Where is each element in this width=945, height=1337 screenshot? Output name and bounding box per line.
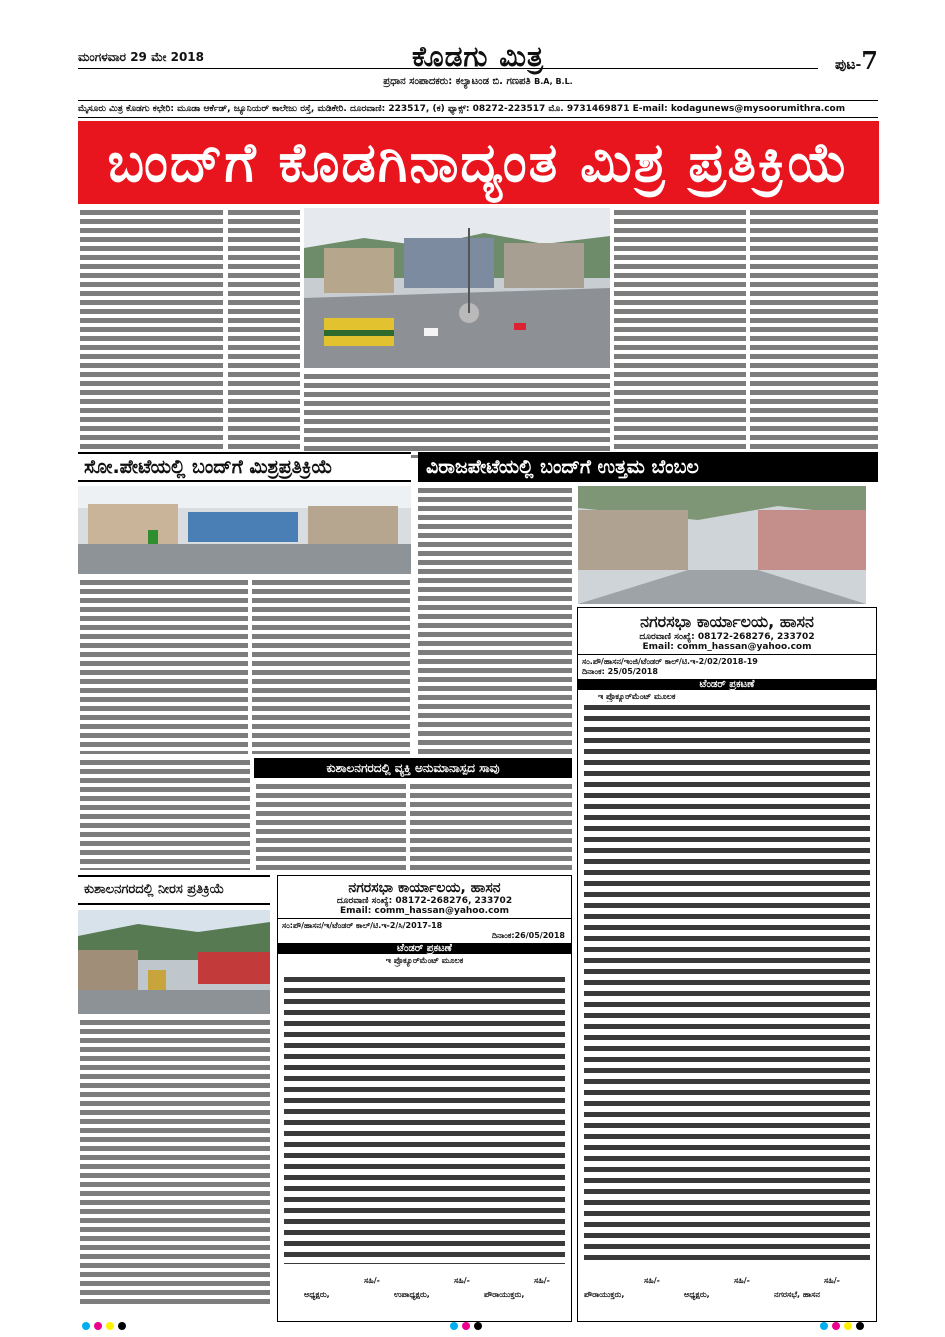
main-headline: ಬಂದ್‌ಗೆ ಕೊಡಗಿನಾದ್ಯಂತ ಮಿಶ್ರ ಪ್ರತಿಕ್ರಿಯೆ — [78, 121, 879, 204]
tender-bar: ಟೆಂಡರ್ ಪ್ರಕಟಣೆ — [578, 679, 876, 690]
article-body-col5 — [750, 208, 878, 458]
page-label: ಪುಟ- — [834, 57, 862, 73]
signature-1: ಸಹಿ/- — [644, 1276, 660, 1285]
registration-dot-cyan-2 — [450, 1322, 458, 1330]
somwarpet-photo — [78, 486, 411, 574]
signature-3: ಸಹಿ/- — [824, 1276, 840, 1285]
small-official-2: ಉಪಾಧ್ಯಕ್ಷರು, — [394, 1290, 430, 1299]
notice-ref: ಸಂ.ಪೌ/ಹಾಸನ/ಇಂಜಿ/ಟೆಂಡರ್ ಕಾಲ್/ಟಿ.ಇ-2/02/2018-19 — [578, 654, 876, 667]
registration-dot-cyan — [82, 1322, 90, 1330]
notice-date: ದಿನಾಂಕ: 25/05/2018 — [582, 667, 658, 676]
article-body-col2 — [228, 208, 300, 458]
notice-office: ನಗರಸಭಾ ಕಾರ್ಯಾಲಯ, ಹಾಸನ — [640, 612, 814, 631]
editor-line — [328, 76, 628, 87]
small-official-3: ಪೌರಾಯುಕ್ತರು, — [484, 1290, 525, 1299]
somwarpet-body-col1 — [80, 578, 248, 754]
registration-dot-black — [118, 1322, 126, 1330]
kushalnagar-headline: ಕುಶಾಲನಗರದಲ್ಲಿ ನೀರಸ ಪ್ರತಿಕ್ರಿಯೆ — [78, 875, 270, 905]
virajpet-body — [418, 486, 572, 756]
registration-dot-magenta — [94, 1322, 102, 1330]
signature-2: ಸಹಿ/- — [734, 1276, 750, 1285]
virajpet-headline: ವಿರಾಜಪೇಟೆಯಲ್ಲಿ ಬಂದ್‌ಗೆ ಉತ್ತಮ ಬೆಂಬಲ — [418, 452, 878, 482]
notice-signatures — [584, 1276, 870, 1316]
small-notice-signatures — [284, 1276, 565, 1316]
small-notice-sub: ಇ ಪ್ರೊಕ್ಯೂರ್‌ಮೆಂಟ್ ಮೂಲಕ — [385, 956, 464, 965]
contact-strip: ಮೈಸೂರು ಮಿತ್ರ ಕೊಡಗು ಕಛೇರಿ: ಮೂಡಾ ಆರ್ಕೆಡ್, ಜ್ಯೂನಿಯರ್ ಕಾಲೇಜು ರಸ್ತೆ, ಮಡಿಕೇರಿ. ದೂರವಾಣಿ: 223517, (ಕ) ಫ್ಯಾಕ್ಸ್: 08272-223517 ಮೊ. 9731469871 E-mail: kodagunews@mysoorumithra.com — [78, 100, 878, 118]
small-notice-phone: ದೂರವಾಣಿ ಸಂಖ್ಯೆ: 08172-268276, 233702 — [336, 896, 513, 906]
editor-degree: B.A, B.L. — [534, 77, 573, 86]
small-notice-email: Email: comm_hassan@yahoo.com — [340, 906, 509, 916]
small-signature-1: ಸಹಿ/- — [364, 1276, 380, 1285]
kushalnagar-photo — [78, 910, 270, 1014]
issue-date: ಮಂಗಳವಾರ 29 ಮೇ 2018 — [78, 50, 205, 64]
tender-notice-small — [277, 875, 572, 1322]
article-body-col4 — [614, 208, 746, 458]
official-2: ಅಧ್ಯಕ್ಷರು, — [684, 1290, 710, 1299]
official-3: ನಗರಸಭೆ, ಹಾಸನ — [774, 1290, 820, 1299]
masthead — [78, 40, 878, 100]
tender-notice-large — [577, 607, 877, 1322]
notice-email: Email: comm_hassan@yahoo.com — [642, 642, 812, 652]
kushalnagar-death-headline: ಕುಶಾಲನಗರದಲ್ಲಿ ವ್ಯಕ್ತಿ ಅನುಮಾನಾಸ್ಪದ ಸಾವು — [254, 758, 572, 778]
virajpet-photo — [578, 486, 866, 604]
notice-phone: ದೂರವಾಣಿ ಸಂಖ್ಯೆ: 08172-268276, 233702 — [639, 632, 815, 642]
death-body-col2 — [410, 782, 572, 870]
small-notice-office: ನಗರಸಭಾ ಕಾರ್ಯಾಲಯ, ಹಾಸನ — [348, 880, 501, 896]
small-tender-bar: ಟೆಂಡರ್ ಪ್ರಕಟಣೆ — [278, 943, 571, 954]
registration-dot-magenta-2 — [462, 1322, 470, 1330]
death-body-col1 — [256, 782, 406, 870]
town-square-photo — [304, 208, 610, 368]
notice-sub: ಇ ಪ್ರೊಕ್ಯೂರ್‌ಮೆಂಟ್ ಮೂಲಕ — [598, 692, 676, 701]
somwarpet-body-col3 — [80, 758, 250, 870]
article-body-col3 — [304, 372, 610, 458]
registration-dot-yellow — [106, 1322, 114, 1330]
registration-dot-magenta-3 — [832, 1322, 840, 1330]
page-number — [835, 46, 878, 75]
official-1: ಪೌರಾಯುಕ್ತರು, — [584, 1290, 625, 1299]
article-body-col1 — [80, 208, 223, 458]
small-signature-2: ಸಹಿ/- — [454, 1276, 470, 1285]
small-notice-ref: ಸಂ:ಪೌ/ಹಾಸನ/ಇ/ಟೆಂಡರ್ ಕಾಲ್/ಟಿ.ಇ-2/ಸಿ/2017-18 — [278, 918, 571, 931]
small-notice-date: ದಿನಾಂಕ:26/05/2018 — [491, 931, 565, 940]
registration-dot-yellow-3 — [844, 1322, 852, 1330]
small-signature-3: ಸಹಿ/- — [534, 1276, 550, 1285]
notice-body — [584, 702, 870, 1262]
page-number-value: 7 — [861, 46, 878, 75]
registration-dot-black-2 — [474, 1322, 482, 1330]
somwarpet-body-col2 — [252, 578, 410, 754]
somwarpet-headline: ಸೋ.ಪೇಟೆಯಲ್ಲಿ ಬಂದ್‌ಗೆ ಮಿಶ್ರಪ್ರತಿಕ್ರಿಯೆ — [78, 452, 411, 482]
registration-dot-cyan-3 — [820, 1322, 828, 1330]
small-notice-body — [284, 974, 565, 1264]
registration-dot-black-3 — [856, 1322, 864, 1330]
editor-name: ಪ್ರಧಾನ ಸಂಪಾದಕರು: ಕಲ್ಯಾಟಂಡ ಬಿ. ಗಣಪತಿ — [383, 76, 531, 87]
small-official-1: ಅಧ್ಯಕ್ಷರು, — [304, 1290, 330, 1299]
newspaper-title: ಕೊಡಗು ಮಿತ್ರ — [411, 40, 544, 73]
kushalnagar-body — [80, 1018, 270, 1308]
